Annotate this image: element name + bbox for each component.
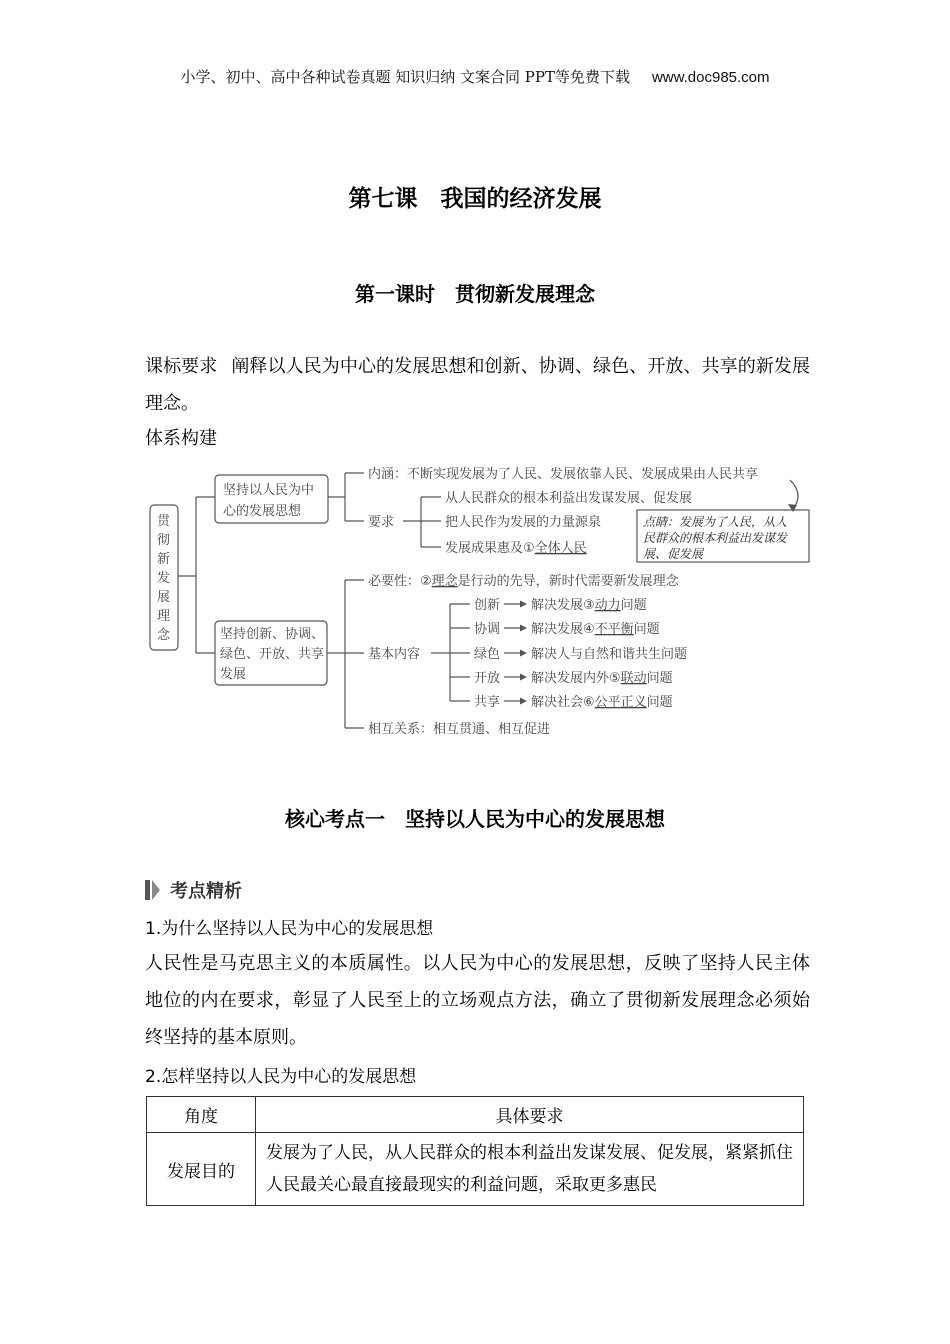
row-angle: 发展目的	[147, 1133, 256, 1206]
root-char: 彻	[157, 533, 171, 548]
branch2-title-1: 坚持创新、协调、	[220, 627, 325, 642]
header-text: 小学、初中、高中各种试卷真题 知识归纳 文案合同 PPT等免费下载	[180, 68, 630, 86]
root-label	[157, 514, 171, 643]
root-char: 新	[157, 552, 171, 567]
requirement-text: 阐释以人民为中心的发展思想和创新、协调、绿色、开放、共享的新发展理念。	[145, 356, 810, 414]
branch2-title-3: 发展	[220, 667, 247, 682]
content-item-desc: 解决发展④不平衡问题	[531, 622, 660, 637]
content-item-name: 共享	[474, 695, 501, 710]
branch2-necessity: 必要性：②理念是行动的先导，新时代需要新发展理念	[368, 574, 679, 589]
branch1-req3: 发展成果惠及①全体人民	[445, 541, 587, 556]
kp-tag	[145, 878, 242, 902]
requirements-table	[146, 1096, 804, 1206]
fill-blank: 公平正义	[594, 695, 647, 710]
question-2: 2.怎样坚持以人民为中心的发展思想	[145, 1067, 417, 1087]
branch1-req1: 从人民群众的根本利益出发谋发展、促发展	[445, 491, 693, 506]
branch1-title-2: 心的发展思想	[223, 504, 302, 519]
requirement-label: 课标要求	[145, 356, 218, 377]
header-site[interactable]: www.doc985.com	[651, 69, 770, 86]
header-angle: 角度	[147, 1097, 256, 1133]
branch1-neihan: 内涵：不断实现发展为了人民、发展依靠人民、发展成果由人民共享	[368, 467, 759, 482]
note-line-3: 展、促发展	[643, 547, 704, 561]
branch2-content-label: 基本内容	[368, 647, 421, 662]
root-char: 念	[157, 628, 171, 643]
branch2-relation: 相互关系：相互贯通、相互促进	[368, 722, 551, 737]
content-item-desc: 解决发展内外⑤联动问题	[531, 671, 673, 686]
question-1: 1.为什么坚持以人民为中心的发展思想	[145, 919, 434, 939]
answer-1: 人民性是马克思主义的本质属性。以人民为中心的发展思想，反映了坚持人民主体地位的内在要求，彰显了人民至上的立场观点方法，确立了贯彻新发展理念必须始终坚持的基本原则。	[145, 953, 810, 1048]
branch1-title-1: 坚持以人民为中	[223, 483, 315, 498]
kp-tag-label: 考点精析	[170, 881, 242, 902]
system-label: 体系构建	[145, 428, 217, 449]
branch2-title-2: 绿色、开放、共享	[220, 647, 325, 662]
core-heading: 核心考点一 坚持以人民为中心的发展思想	[285, 807, 665, 831]
note-line-2: 民群众的根本利益出发谋发	[643, 531, 788, 545]
content-item-name: 协调	[474, 622, 501, 637]
note-line-1: 点睛：发展为了人民，从人	[643, 515, 788, 529]
content-item-desc: 解决人与自然和谐共生问题	[531, 647, 688, 662]
kp-tag-arrow	[152, 880, 160, 900]
table-row	[147, 1133, 804, 1206]
content-item-name: 开放	[474, 671, 501, 686]
root-char: 展	[157, 590, 171, 605]
root-char: 理	[157, 609, 171, 624]
fill-blank-2: 理念	[431, 574, 458, 589]
kp-tag-bar	[145, 880, 150, 900]
branch1-req2: 把人民作为发展的力量源泉	[445, 515, 602, 530]
root-char: 贯	[157, 514, 171, 529]
fill-blank-1: 全体人民	[534, 541, 587, 556]
fill-blank: 动力	[594, 598, 621, 613]
content-item-name: 绿色	[474, 647, 501, 662]
content-item-name: 创新	[474, 598, 501, 613]
header-requirement: 具体要求	[256, 1097, 804, 1133]
lesson-subtitle: 第一课时 贯彻新发展理念	[355, 282, 595, 306]
row-content: 发展为了人民，从人民群众的根本利益出发谋发展、促发展，紧紧抓住人民最关心最直接最现实的利益问题，采取更多惠民	[256, 1133, 804, 1206]
table-header-row	[147, 1097, 804, 1133]
fill-blank: 不平衡	[594, 622, 634, 637]
content-item-desc: 解决社会⑥公平正义问题	[531, 695, 673, 710]
lesson-title: 第七课 我国的经济发展	[348, 186, 602, 212]
branch1-yaoqiu: 要求	[368, 515, 395, 530]
content-item-desc: 解决发展③动力问题	[531, 598, 647, 613]
root-char: 发	[157, 571, 171, 586]
fill-blank: 联动	[620, 671, 647, 686]
